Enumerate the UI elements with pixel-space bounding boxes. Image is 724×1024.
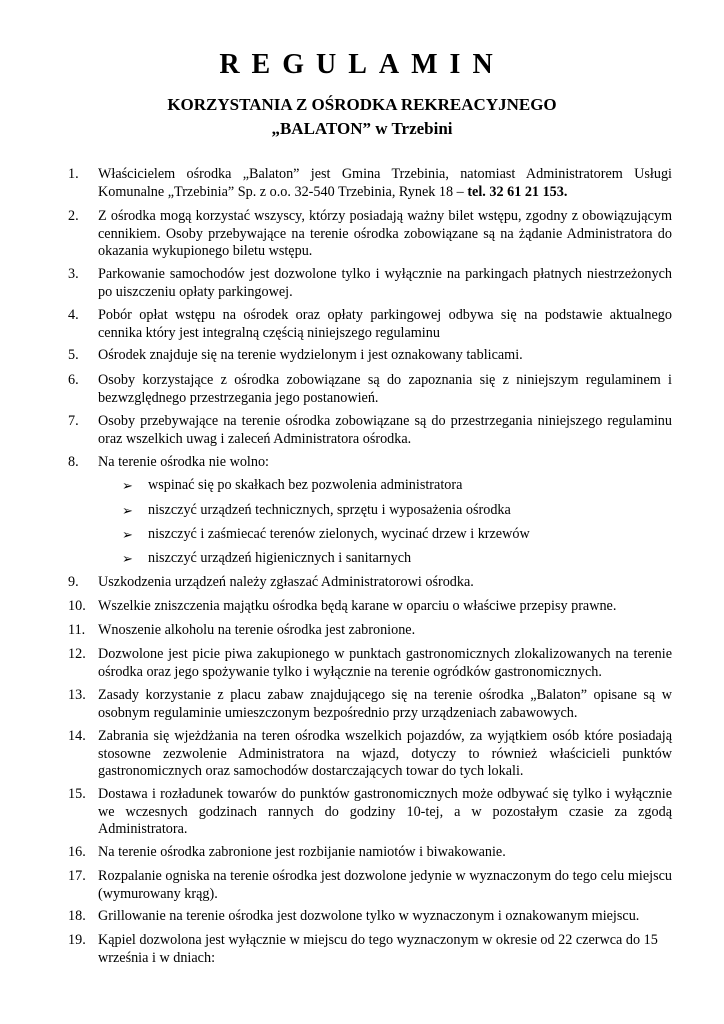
item-text: Kąpiel dozwolona jest wyłącznie w miejscu do tego wyznaczonym w okresie od 22 czerwca do 15 września i w dniach: bbox=[98, 932, 658, 966]
item-number: 17. bbox=[68, 868, 86, 884]
item-text: Wnoszenie alkoholu na terenie ośrodka jest zabronione. bbox=[98, 622, 416, 638]
list-item bbox=[68, 266, 672, 301]
item-text: Wszelkie zniszczenia majątku ośrodka będą karane w oparciu o właściwe przepisy prawne. bbox=[98, 598, 617, 614]
item-text: Na terenie ośrodka zabronione jest rozbijanie namiotów i biwakowanie. bbox=[98, 844, 506, 860]
item-number: 6. bbox=[68, 372, 79, 388]
item-number: 16. bbox=[68, 844, 86, 860]
item-text: Uszkodzenia urządzeń należy zgłaszać Administratorowi ośrodka. bbox=[98, 574, 474, 590]
item-text: Grillowanie na terenie ośrodka jest dozwolone tylko w wyznaczonym i oznakowanym miejscu. bbox=[98, 908, 640, 924]
item-number: 14. bbox=[68, 728, 86, 744]
arrow-bullet-icon: ➢ bbox=[122, 503, 133, 518]
bullet-item bbox=[122, 550, 672, 568]
list-item bbox=[68, 372, 672, 407]
page-title: REGULAMIN bbox=[219, 49, 505, 80]
list-item bbox=[68, 868, 672, 903]
bullet-item bbox=[122, 502, 672, 520]
item-text: Osoby przebywające na terenie ośrodka zobowiązane są do przestrzegania niniejszego regulaminu oraz wszelkich uwag i zaleceń Administratora ośrodka. bbox=[98, 413, 672, 447]
item-number: 4. bbox=[68, 307, 79, 323]
list-item bbox=[68, 347, 672, 365]
item-text: Pobór opłat wstępu na ośrodek oraz opłaty parkingowej odbywa się na podstawie aktualnego cennika który jest integralną częścią niniejszego regulaminu bbox=[98, 307, 672, 341]
list-item bbox=[68, 646, 672, 681]
list-item bbox=[68, 574, 672, 592]
page-subtitle-line2: „BALATON” w Trzebini bbox=[271, 119, 453, 138]
item-text: Właścicielem ośrodka „Balaton” jest Gmina Trzebinia, natomiast Administratorem Usługi Komunalne „Trzebinia” Sp. z o.o. 32-540 Trzebinia, Rynek 18 – bbox=[98, 166, 672, 200]
item-text: Zabrania się wjeżdżania na teren ośrodka wszelkich pojazdów, za wyjątkiem osób które posiadają stosowne zezwolenie Administratora na wjazd, dotyczy to również właścicieli punktów gastronomicznych oraz samochodów dostarczających towar do tych lokali. bbox=[98, 728, 672, 779]
list-item bbox=[68, 728, 672, 781]
list-item bbox=[68, 208, 672, 261]
bullet-item bbox=[122, 526, 672, 544]
item-number: 15. bbox=[68, 786, 86, 802]
bullet-text: niszczyć urządzeń higienicznych i sanitarnych bbox=[148, 550, 412, 566]
page-subtitle-line1: KORZYSTANIA Z OŚRODKA REKREACYJNEGO bbox=[167, 95, 557, 114]
list-item bbox=[68, 687, 672, 722]
item-text: Parkowanie samochodów jest dozwolone tylko i wyłącznie na parkingach płatnych niestrzeżonych po uiszczeniu opłaty parkingowej. bbox=[98, 266, 672, 300]
bullet-item bbox=[122, 477, 672, 495]
item-number: 1. bbox=[68, 166, 79, 182]
item-number: 2. bbox=[68, 208, 79, 224]
item-number: 11. bbox=[68, 622, 86, 638]
item-number: 13. bbox=[68, 687, 86, 703]
list-item bbox=[68, 598, 672, 616]
item-number: 18. bbox=[68, 908, 86, 924]
item-text: Dozwolone jest picie piwa zakupionego w punktach gastronomicznych zlokalizowanych na terenie ośrodka oraz jego spożywanie tylko i wyłącznie na terenie ogródków gastronomicznych. bbox=[98, 646, 672, 680]
arrow-bullet-icon: ➢ bbox=[122, 551, 133, 566]
list-item bbox=[68, 786, 672, 839]
item-number: 7. bbox=[68, 413, 79, 429]
list-item bbox=[68, 454, 672, 472]
item-text: Ośrodek znajduje się na terenie wydzielonym i jest oznakowany tablicami. bbox=[98, 347, 523, 363]
item-number: 10. bbox=[68, 598, 86, 614]
arrow-bullet-icon: ➢ bbox=[122, 478, 133, 493]
list-item bbox=[68, 908, 672, 926]
item-text: Osoby korzystające z ośrodka zobowiązane są do zapoznania się z niniejszym regulaminem i bezwzględnego przestrzegania jego postanowień. bbox=[98, 372, 672, 406]
list-item bbox=[68, 622, 672, 640]
list-item bbox=[68, 932, 672, 967]
item-phone: tel. 32 61 21 153. bbox=[467, 183, 568, 200]
item-text: Dostawa i rozładunek towarów do punktów gastronomicznych może odbywać się tylko i wyłącznie we wczesnych godzinach rannych do godziny 10-tej, a w pozostałym czasie za zgodą Administratora. bbox=[98, 786, 672, 837]
item-number: 3. bbox=[68, 266, 79, 282]
item-text: Rozpalanie ogniska na terenie ośrodka jest dozwolone jedynie w wyznaczonym do tego celu miejscu (wymurowany krąg). bbox=[98, 868, 672, 902]
bullet-text: wspinać się po skałkach bez pozwolenia administratora bbox=[148, 477, 463, 493]
bullet-text: niszczyć urządzeń technicznych, sprzętu i wyposażenia ośrodka bbox=[148, 502, 511, 518]
item-text: Z ośrodka mogą korzystać wszyscy, którzy posiadają ważny bilet wstępu, zgodny z obowiązującym cennikiem. Osoby przebywające na terenie ośrodka zobowiązane są na żądanie Administratora do okazania wykupionego biletu wstępu. bbox=[98, 208, 672, 259]
list-item bbox=[68, 307, 672, 342]
item-number: 8. bbox=[68, 454, 79, 470]
item-number: 12. bbox=[68, 646, 86, 662]
item-text: Na terenie ośrodka nie wolno: bbox=[98, 454, 269, 470]
item-text: Zasady korzystanie z placu zabaw znajdującego się na terenie ośrodka „Balaton” opisane są w osobnym regulaminie umieszczonym bezpośrednio przy urządzeniach zabawowych. bbox=[98, 687, 672, 721]
list-item bbox=[68, 413, 672, 448]
list-item bbox=[68, 844, 672, 862]
bullet-text: niszczyć i zaśmiecać terenów zielonych, wycinać drzew i krzewów bbox=[148, 526, 530, 542]
item-number: 9. bbox=[68, 574, 79, 590]
arrow-bullet-icon: ➢ bbox=[122, 527, 133, 542]
item-number: 19. bbox=[68, 932, 86, 948]
item-number: 5. bbox=[68, 347, 79, 363]
list-item bbox=[68, 166, 672, 201]
